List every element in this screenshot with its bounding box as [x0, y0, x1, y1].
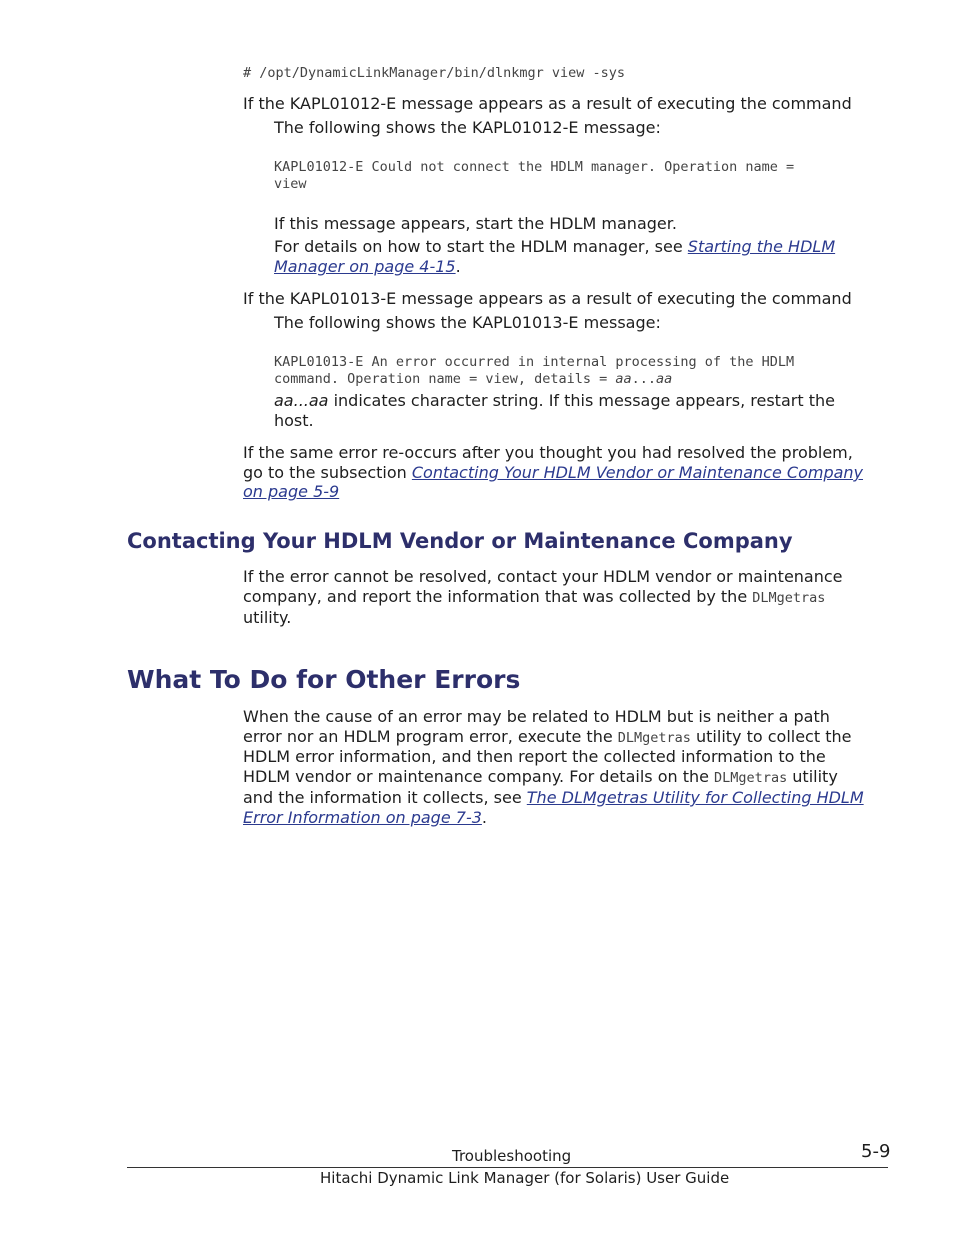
message-var: aa: [656, 371, 673, 387]
contacting-line1: If the error cannot be resolved, contact your HDLM vendor or maintenance: [243, 567, 843, 586]
other-text: HDLM vendor or maintenance company. For details on the: [243, 767, 715, 786]
kapl01013-heading: If the KAPL01013-E message appears as a result of executing the command: [243, 289, 852, 308]
recurrence-line2: [243, 463, 863, 483]
kapl01013-intro: The following shows the KAPL01013-E message:: [274, 313, 661, 332]
contacting-vendor-link-cont[interactable]: on page 5-9: [243, 482, 340, 501]
page-number: 5-9: [861, 1141, 891, 1162]
dlmgetras-utility-link[interactable]: The DLMgetras Utility for Collecting HDLM: [526, 788, 864, 807]
kapl01013-message-line1: KAPL01013-E An error occurred in internal processing of the HDLM: [274, 354, 795, 370]
message-dots: ...: [631, 371, 657, 387]
kapl01013-action-line1: [274, 391, 835, 411]
kapl01013-message-line2: [274, 371, 672, 388]
footer-section: Troubleshooting: [452, 1147, 572, 1165]
kapl01013-action-line2: host.: [274, 411, 314, 430]
kapl01012-details-line1: [274, 237, 835, 257]
recurrence-line1: If the same error re-occurs after you thought you had resolved the problem,: [243, 443, 853, 462]
kapl01012-heading: If the KAPL01012-E message appears as a result of executing the command: [243, 94, 852, 113]
variable-name: aa...aa: [274, 391, 329, 410]
kapl01012-message-line2: view: [274, 176, 307, 192]
kapl01012-action: If this message appears, start the HDLM manager.: [274, 214, 677, 233]
other-text: and the information it collects, see: [243, 788, 527, 807]
footer-rule: [127, 1167, 888, 1168]
dlmgetras-code: DLMgetras: [752, 590, 826, 606]
dlmgetras-utility-link-cont[interactable]: Error Information on page 7-3: [243, 808, 482, 827]
other-line4: [243, 767, 838, 788]
other-text: utility to collect the: [690, 727, 852, 746]
message-text: command. Operation name = view, details =: [274, 371, 616, 387]
recurrence-text: go to the subsection: [243, 463, 412, 482]
dlmgetras-code: DLMgetras: [714, 770, 788, 786]
period: .: [455, 257, 461, 276]
contacting-line2: [243, 587, 825, 608]
other-text: error nor an HDLM program error, execute the: [243, 727, 618, 746]
other-line6: [243, 808, 487, 828]
dlmgetras-code: DLMgetras: [617, 730, 691, 746]
action-text: indicates character string. If this message appears, restart the: [328, 391, 835, 410]
details-text: For details on how to start the HDLM manager, see: [274, 237, 688, 256]
contacting-vendor-heading: Contacting Your HDLM Vendor or Maintenance Company: [127, 529, 793, 553]
contacting-line3: utility.: [243, 608, 292, 627]
other-line1: When the cause of an error may be related to HDLM but is neither a path: [243, 707, 830, 726]
message-var: aa: [615, 371, 632, 387]
starting-hdlm-manager-link[interactable]: Starting the HDLM: [687, 237, 836, 256]
command-line: # /opt/DynamicLinkManager/bin/dlnkmgr view -sys: [243, 65, 626, 81]
period: .: [481, 808, 487, 827]
other-line5: [243, 788, 864, 808]
kapl01012-intro: The following shows the KAPL01012-E message:: [274, 118, 661, 137]
contacting-text: company, and report the information that was collected by the: [243, 587, 753, 606]
other-line3: HDLM error information, and then report the collected information to the: [243, 747, 826, 766]
other-errors-heading: What To Do for Other Errors: [127, 665, 521, 694]
footer-guide-title: Hitachi Dynamic Link Manager (for Solaris) User Guide: [320, 1169, 730, 1187]
starting-hdlm-manager-link-cont[interactable]: Manager on page 4-15: [274, 257, 456, 276]
other-line2: [243, 727, 851, 748]
kapl01012-details-line2: [274, 257, 461, 277]
other-text: utility: [787, 767, 838, 786]
recurrence-line3: [243, 482, 339, 502]
kapl01012-message-line1: KAPL01012-E Could not connect the HDLM manager. Operation name =: [274, 159, 795, 175]
contacting-vendor-link[interactable]: Contacting Your HDLM Vendor or Maintenance Company: [411, 463, 864, 482]
